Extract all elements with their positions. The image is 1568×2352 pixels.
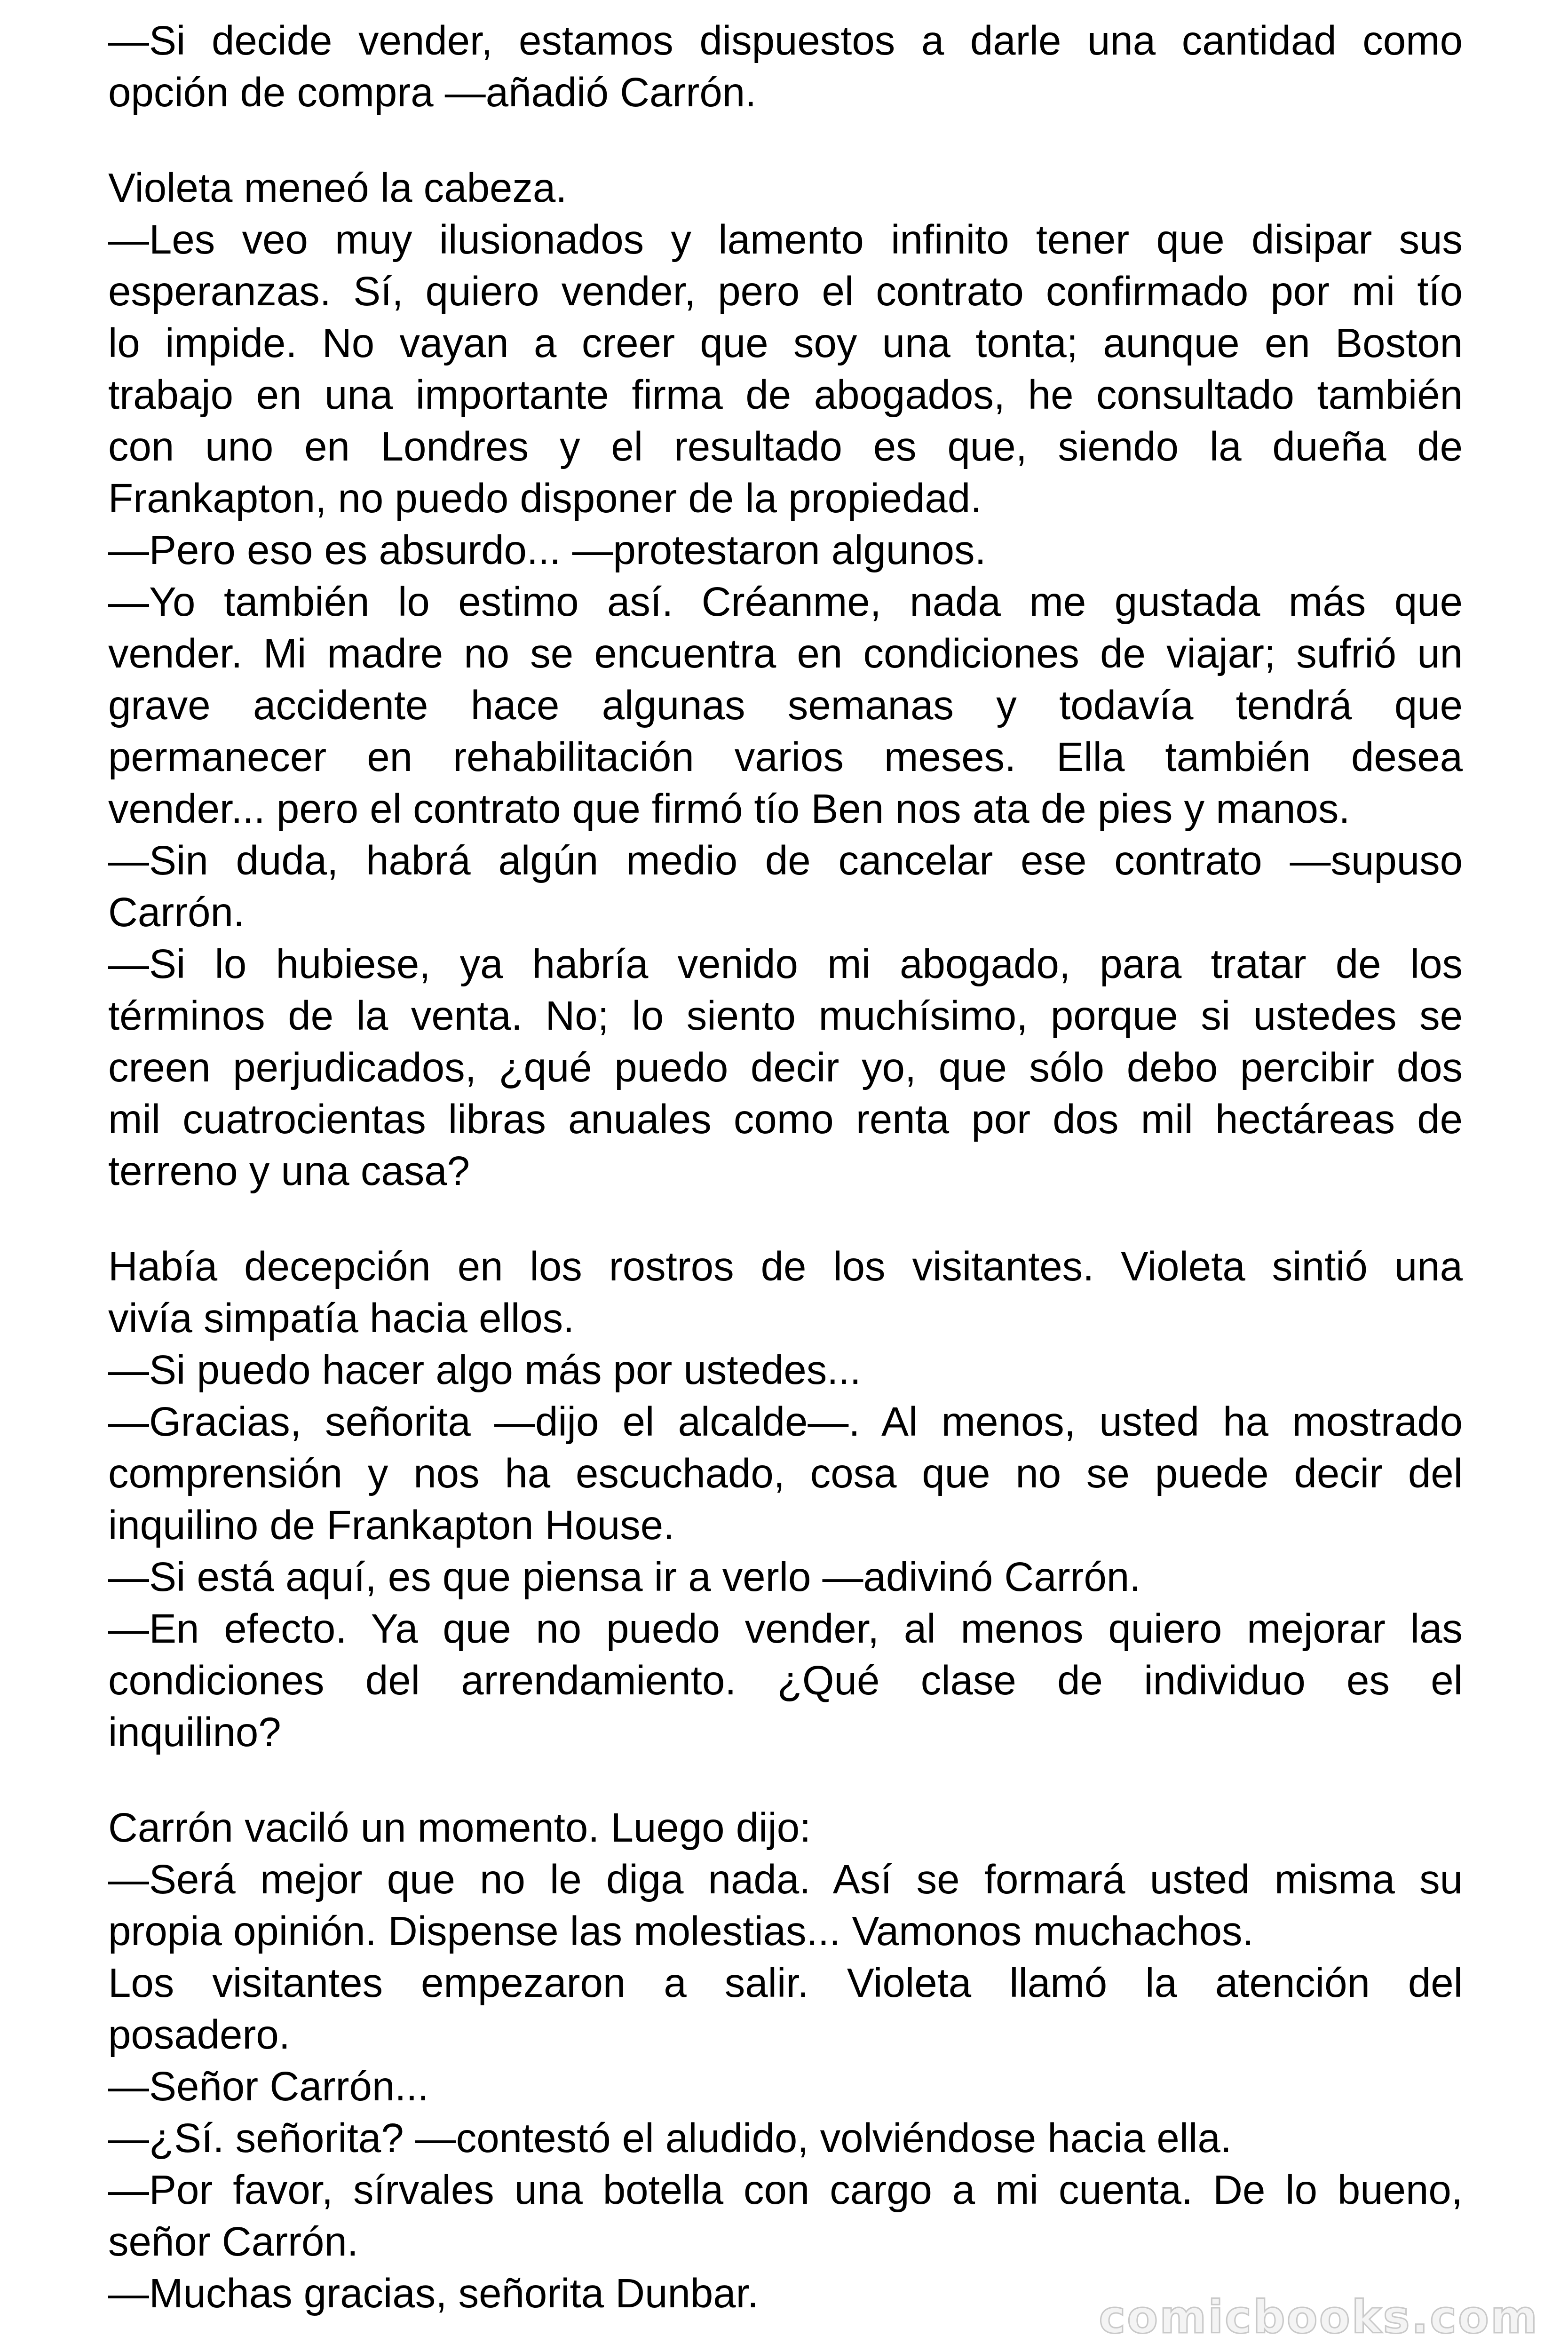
text-line: opción de compra —añadió Carrón.	[108, 70, 757, 115]
text-line: —Sin duda, habrá algún medio de cancelar ese contrato —supuso	[108, 838, 1463, 883]
text-line: Había decepción en los rostros de los visitantes. Violeta sintió una	[108, 1244, 1463, 1289]
text-line: condiciones del arrendamiento. ¿Qué clase de individuo es el	[108, 1658, 1463, 1703]
text-line: Los visitantes empezaron a salir. Violeta llamó la atención del	[108, 1960, 1463, 2006]
text-line: términos de la venta. No; lo siento muchísimo, porque si ustedes se	[108, 993, 1463, 1039]
text-line: —Por favor, sírvales una botella con cargo a mi cuenta. De lo bueno,	[108, 2167, 1463, 2213]
text-line: vivía simpatía hacia ellos.	[108, 1295, 575, 1341]
text-line: —Yo también lo estimo así. Créanme, nada me gustada más que	[108, 579, 1463, 625]
text-line: inquilino?	[108, 1709, 281, 1755]
text-line: con uno en Londres y el resultado es que, siendo la dueña de	[108, 424, 1463, 469]
text-line: propia opinión. Dispense las molestias... Vamonos muchachos.	[108, 1908, 1254, 1954]
text-line: —Gracias, señorita —dijo el alcalde—. Al menos, usted ha mostrado	[108, 1399, 1463, 1445]
text-line: señor Carrón.	[108, 2219, 358, 2265]
text-line: permanecer en rehabilitación varios meses. Ella también desea	[108, 734, 1463, 780]
text-line: —Les veo muy ilusionados y lamento infinito tener que disipar sus	[108, 217, 1463, 262]
text-line: creen perjudicados, ¿qué puedo decir yo, que sólo debo percibir dos	[108, 1045, 1463, 1090]
text-line: mil cuatrocientas libras anuales como renta por dos mil hectáreas de	[108, 1097, 1463, 1142]
text-line: Violeta meneó la cabeza.	[108, 165, 567, 211]
text-line: —Pero eso es absurdo... —protestaron algunos.	[108, 527, 986, 573]
text-line: —¿Sí. señorita? —contestó el aludido, volviéndose hacia ella.	[108, 2115, 1232, 2161]
text-line: Frankapton, no puedo disponer de la propiedad.	[108, 476, 982, 521]
text-line: posadero.	[108, 2012, 290, 2058]
paragraph-1	[108, 15, 1463, 119]
text-line: —Será mejor que no le diga nada. Así se formará usted misma su	[108, 1857, 1463, 1902]
text-line: vender. Mi madre no se encuentra en condiciones de viajar; sufrió un	[108, 631, 1463, 676]
text-line: —Si puedo hacer algo más por ustedes...	[108, 1347, 861, 1393]
text-line: lo impide. No vayan a creer que soy una tonta; aunque en Boston	[108, 320, 1463, 366]
paragraph-gap	[108, 119, 1463, 162]
text-line: esperanzas. Sí, quiero vender, pero el contrato confirmado por mi tío	[108, 269, 1463, 314]
text-line: Carrón vaciló un momento. Luego dijo:	[108, 1805, 811, 1851]
text-line: vender... pero el contrato que firmó tío Ben nos ata de pies y manos.	[108, 786, 1350, 832]
text-line: —Si decide vender, estamos dispuestos a darle una cantidad como	[108, 18, 1463, 64]
text-line: inquilino de Frankapton House.	[108, 1502, 675, 1548]
text-line: trabajo en una importante firma de abogados, he consultado también	[108, 372, 1463, 418]
paragraph-gap	[108, 1197, 1463, 1241]
text-line: —Si está aquí, es que piensa ir a verlo —adivinó Carrón.	[108, 1554, 1141, 1600]
paragraph-3	[108, 1241, 1463, 1758]
document-page	[108, 15, 1463, 2320]
text-line: —Muchas gracias, señorita Dunbar.	[108, 2271, 759, 2316]
site-watermark: comicbooks.com	[1099, 2291, 1539, 2344]
paragraph-4	[108, 1802, 1463, 2320]
text-line: comprensión y nos ha escuchado, cosa que no se puede decir del	[108, 1451, 1463, 1496]
text-line: Carrón.	[108, 890, 245, 935]
text-line: grave accidente hace algunas semanas y todavía tendrá que	[108, 683, 1463, 728]
paragraph-2	[108, 162, 1463, 1197]
text-line: terreno y una casa?	[108, 1148, 470, 1194]
text-line: —Si lo hubiese, ya habría venido mi abogado, para tratar de los	[108, 941, 1463, 987]
text-line: —Señor Carrón...	[108, 2064, 429, 2109]
text-line: —En efecto. Ya que no puedo vender, al menos quiero mejorar las	[108, 1606, 1463, 1652]
paragraph-gap	[108, 1758, 1463, 1802]
